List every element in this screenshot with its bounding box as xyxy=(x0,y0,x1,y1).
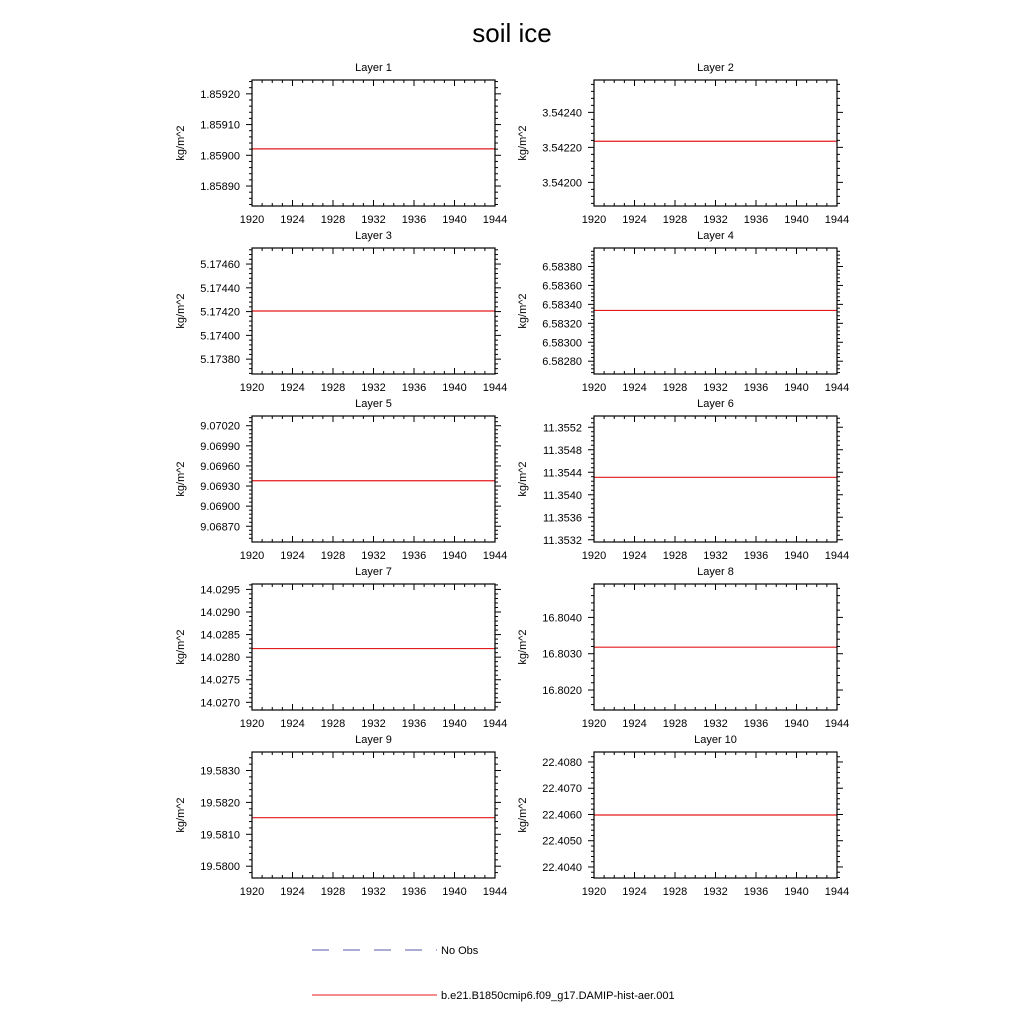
x-tick-label: 1936 xyxy=(743,214,769,226)
y-axis-label: kg/m^2 xyxy=(175,461,187,497)
y-tick-label: 14.0295 xyxy=(200,584,240,597)
x-tick-label: 1940 xyxy=(784,550,809,562)
x-tick-label: 1924 xyxy=(622,382,647,394)
y-axis-label: kg/m^2 xyxy=(517,125,529,161)
y-tick-label: 11.3532 xyxy=(543,534,582,547)
x-tick-label: 1932 xyxy=(361,550,386,562)
y-tick-label: 5.17380 xyxy=(200,354,240,367)
x-tick-label: 1928 xyxy=(662,550,688,562)
y-tick-label: 3.54240 xyxy=(542,107,582,120)
x-tick-label: 1936 xyxy=(401,382,427,394)
x-tick-label: 1944 xyxy=(824,718,850,730)
legend-label: No Obs xyxy=(441,945,479,957)
x-tick-label: 1936 xyxy=(401,214,427,226)
y-tick-label: 16.8040 xyxy=(542,612,582,625)
x-tick-label: 1928 xyxy=(662,886,688,898)
y-axis-label: kg/m^2 xyxy=(175,293,187,329)
y-tick-label: 14.0285 xyxy=(200,629,240,642)
y-tick-label: 6.58300 xyxy=(542,337,582,350)
x-tick-label: 1924 xyxy=(280,718,305,730)
panel-title: Layer 2 xyxy=(697,62,734,74)
y-tick-label: 9.06870 xyxy=(200,521,240,534)
x-tick-label: 1932 xyxy=(703,382,728,394)
y-tick-label: 1.85890 xyxy=(200,181,240,194)
x-tick-label: 1940 xyxy=(442,886,467,898)
x-tick-label: 1920 xyxy=(581,718,607,730)
x-tick-label: 1924 xyxy=(280,886,305,898)
y-tick-label: 22.4070 xyxy=(542,783,582,796)
y-tick-label: 6.58380 xyxy=(542,261,582,274)
x-tick-label: 1924 xyxy=(622,214,647,226)
y-tick-label: 14.0270 xyxy=(200,697,240,710)
y-axis-label: kg/m^2 xyxy=(175,629,187,665)
x-tick-label: 1920 xyxy=(239,382,265,394)
y-tick-label: 3.54220 xyxy=(542,142,582,155)
y-tick-label: 22.4050 xyxy=(542,835,582,848)
panel-title: Layer 8 xyxy=(697,566,734,578)
x-tick-label: 1928 xyxy=(320,382,346,394)
y-tick-label: 6.58360 xyxy=(542,280,582,293)
y-axis-label: kg/m^2 xyxy=(175,797,187,833)
y-tick-label: 14.0275 xyxy=(200,674,240,687)
y-tick-label: 11.3544 xyxy=(543,467,582,480)
panel-title: Layer 6 xyxy=(697,398,734,410)
x-tick-label: 1920 xyxy=(581,382,607,394)
y-tick-label: 22.4080 xyxy=(542,756,582,769)
x-tick-label: 1936 xyxy=(401,718,427,730)
y-tick-label: 9.06960 xyxy=(200,460,240,473)
y-tick-label: 14.0290 xyxy=(200,607,240,619)
y-tick-label: 9.06900 xyxy=(200,501,240,514)
panel-title: Layer 9 xyxy=(355,734,392,746)
x-tick-label: 1932 xyxy=(361,886,386,898)
y-tick-label: 9.06930 xyxy=(200,481,240,494)
x-tick-label: 1936 xyxy=(743,718,769,730)
x-tick-label: 1940 xyxy=(442,214,467,226)
x-tick-label: 1944 xyxy=(482,382,508,394)
y-tick-label: 14.0280 xyxy=(200,652,240,665)
y-tick-label: 11.3536 xyxy=(543,512,582,525)
y-axis-label: kg/m^2 xyxy=(517,629,529,665)
x-tick-label: 1944 xyxy=(824,214,850,226)
x-tick-label: 1944 xyxy=(482,886,508,898)
y-tick-label: 9.07020 xyxy=(200,420,240,433)
x-tick-label: 1932 xyxy=(703,886,728,898)
y-tick-label: 6.58320 xyxy=(542,318,582,331)
y-tick-label: 22.4040 xyxy=(542,861,582,874)
y-tick-label: 6.58340 xyxy=(542,299,582,312)
y-tick-label: 19.5830 xyxy=(200,765,240,778)
figure-title: soil ice xyxy=(472,18,552,48)
x-tick-label: 1920 xyxy=(581,214,607,226)
x-tick-label: 1944 xyxy=(482,550,508,562)
y-tick-label: 5.17460 xyxy=(200,259,240,272)
x-tick-label: 1944 xyxy=(824,886,850,898)
x-tick-label: 1932 xyxy=(361,214,386,226)
y-tick-label: 1.85900 xyxy=(200,150,240,163)
x-tick-label: 1928 xyxy=(320,718,346,730)
x-tick-label: 1936 xyxy=(743,382,769,394)
y-tick-label: 11.3552 xyxy=(543,422,582,435)
y-axis-label: kg/m^2 xyxy=(175,125,187,161)
x-tick-label: 1920 xyxy=(581,550,607,562)
y-tick-label: 22.4060 xyxy=(542,809,582,822)
y-tick-label: 16.8020 xyxy=(542,685,582,698)
x-tick-label: 1940 xyxy=(784,718,809,730)
y-tick-label: 3.54200 xyxy=(542,177,582,190)
y-tick-label: 5.17420 xyxy=(200,306,240,319)
y-tick-label: 11.3540 xyxy=(543,489,582,502)
x-tick-label: 1928 xyxy=(662,382,688,394)
x-tick-label: 1936 xyxy=(401,886,427,898)
x-tick-label: 1920 xyxy=(581,886,607,898)
y-tick-label: 19.5810 xyxy=(200,829,240,842)
x-tick-label: 1940 xyxy=(442,550,467,562)
y-axis-label: kg/m^2 xyxy=(517,461,529,497)
x-tick-label: 1936 xyxy=(401,550,427,562)
x-tick-label: 1932 xyxy=(703,550,728,562)
x-tick-label: 1936 xyxy=(743,550,769,562)
y-tick-label: 1.85910 xyxy=(200,119,240,132)
y-axis-label: kg/m^2 xyxy=(517,797,529,833)
x-tick-label: 1940 xyxy=(784,886,809,898)
x-tick-label: 1924 xyxy=(622,886,647,898)
x-tick-label: 1928 xyxy=(662,214,688,226)
x-tick-label: 1944 xyxy=(482,214,508,226)
y-tick-label: 5.17440 xyxy=(200,282,240,295)
panel-title: Layer 5 xyxy=(355,398,392,410)
x-tick-label: 1924 xyxy=(280,214,305,226)
y-tick-label: 6.58280 xyxy=(542,356,582,369)
x-tick-label: 1932 xyxy=(703,718,728,730)
x-tick-label: 1932 xyxy=(703,214,728,226)
x-tick-label: 1928 xyxy=(320,550,346,562)
x-tick-label: 1932 xyxy=(361,718,386,730)
panel-title: Layer 3 xyxy=(355,230,392,242)
x-tick-label: 1920 xyxy=(239,886,265,898)
y-tick-label: 1.85920 xyxy=(200,88,240,101)
x-tick-label: 1924 xyxy=(280,550,305,562)
y-tick-label: 19.5820 xyxy=(200,797,240,810)
x-tick-label: 1928 xyxy=(320,214,346,226)
x-tick-label: 1928 xyxy=(662,718,688,730)
panel-title: Layer 10 xyxy=(694,734,737,746)
panel-title: Layer 7 xyxy=(355,566,392,578)
legend-label: b.e21.B1850cmip6.f09_g17.DAMIP-hist-aer.001 xyxy=(441,990,675,1002)
y-tick-label: 16.8030 xyxy=(542,648,582,661)
y-axis-label: kg/m^2 xyxy=(517,293,529,329)
x-tick-label: 1940 xyxy=(442,718,467,730)
x-tick-label: 1924 xyxy=(622,550,647,562)
x-tick-label: 1940 xyxy=(784,382,809,394)
x-tick-label: 1924 xyxy=(622,718,647,730)
x-tick-label: 1944 xyxy=(482,718,508,730)
y-tick-label: 9.06990 xyxy=(200,440,240,453)
x-tick-label: 1944 xyxy=(824,382,850,394)
x-tick-label: 1920 xyxy=(239,214,265,226)
y-tick-label: 19.5800 xyxy=(200,861,240,874)
x-tick-label: 1920 xyxy=(239,718,265,730)
x-tick-label: 1940 xyxy=(784,214,809,226)
x-tick-label: 1932 xyxy=(361,382,386,394)
y-tick-label: 11.3548 xyxy=(543,444,582,457)
x-tick-label: 1928 xyxy=(320,886,346,898)
y-tick-label: 5.17400 xyxy=(200,330,240,343)
panel-title: Layer 4 xyxy=(697,230,734,242)
x-tick-label: 1936 xyxy=(743,886,769,898)
x-tick-label: 1944 xyxy=(824,550,850,562)
x-tick-label: 1940 xyxy=(442,382,467,394)
x-tick-label: 1920 xyxy=(239,550,265,562)
panel-title: Layer 1 xyxy=(355,62,392,74)
x-tick-label: 1924 xyxy=(280,382,305,394)
